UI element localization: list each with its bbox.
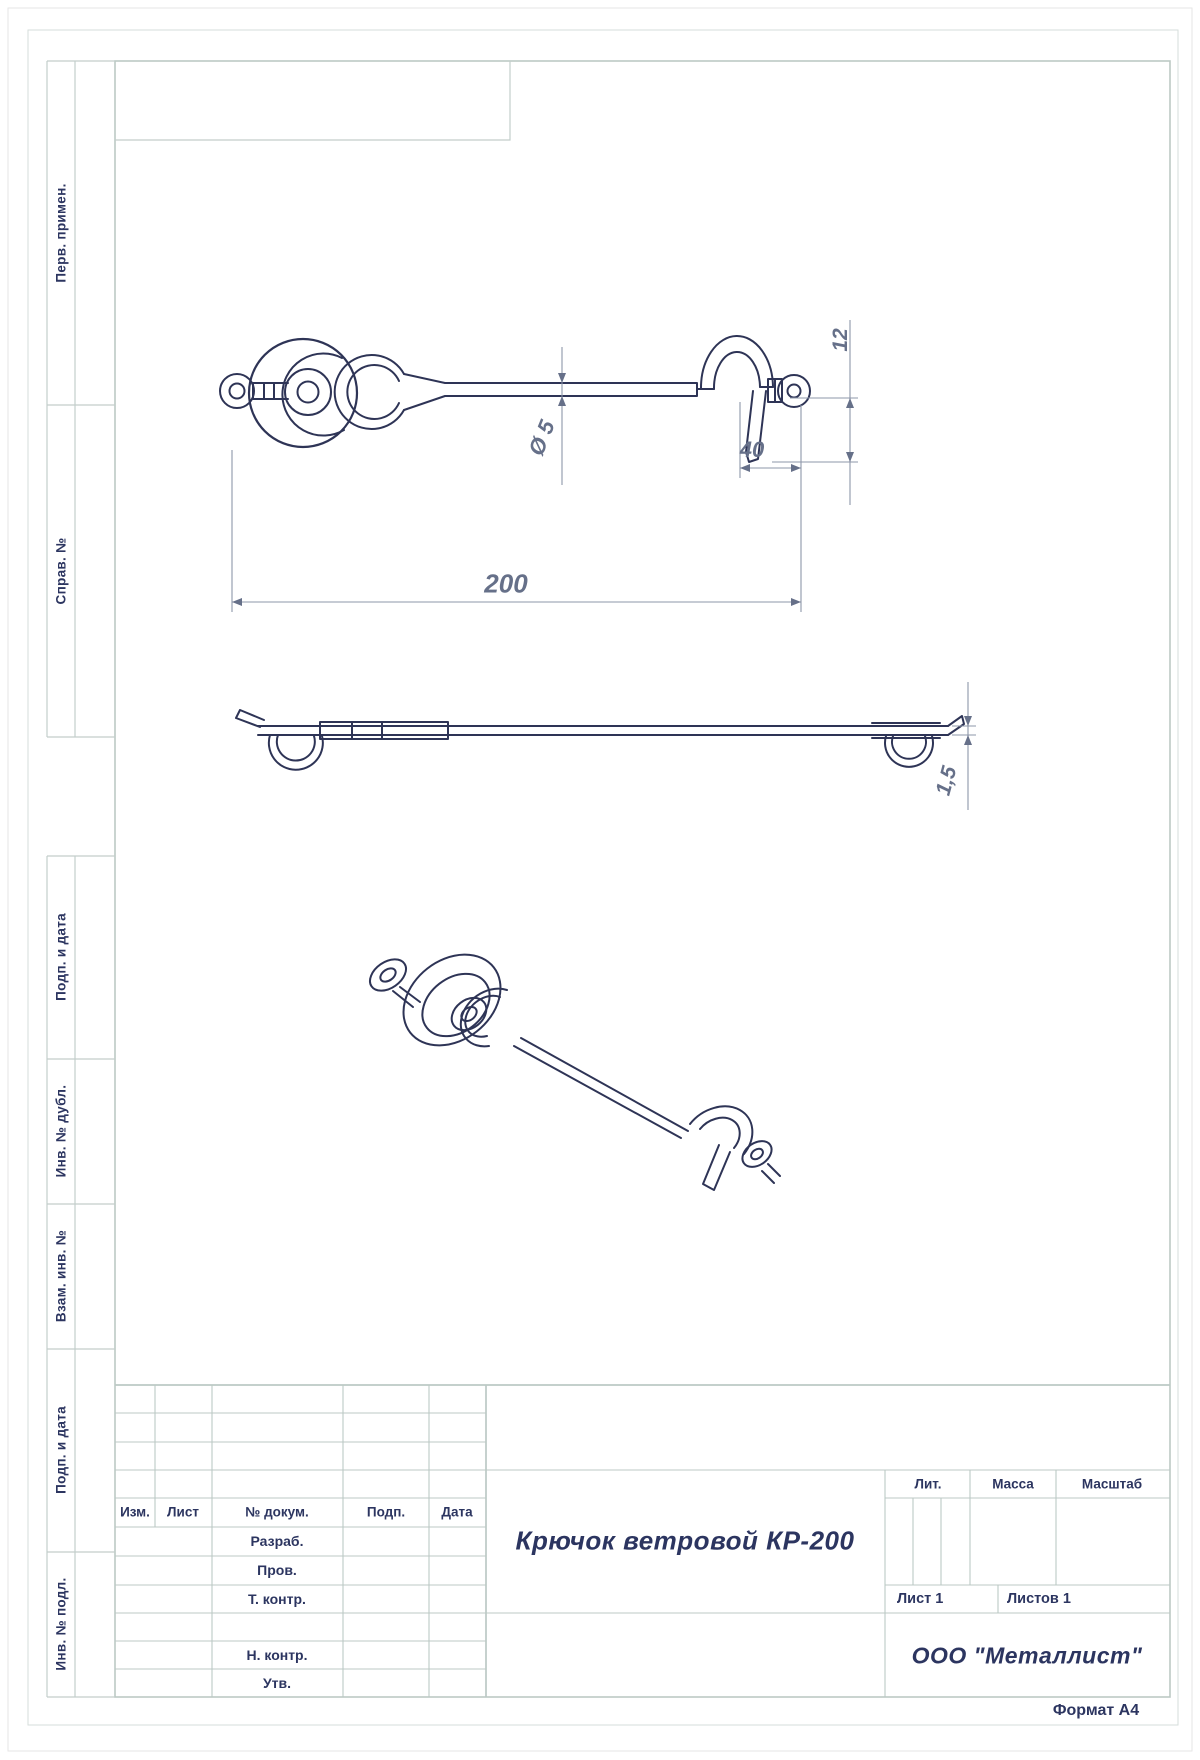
dimension-lines [232,320,976,810]
tb-header-izm: Изм. [120,1504,150,1520]
margin-label-vzam-inv: Взам. инв. № [53,1229,69,1323]
side-left-loop [269,735,323,770]
margin-label-podp-data-1: Подп. и дата [53,913,69,1001]
tb-role-utv: Утв. [262,1675,292,1691]
iso-catch [690,1106,752,1154]
tb-role-tkontr: Т. контр. [248,1591,306,1607]
tb-masshtab-label: Масштаб [1081,1476,1143,1492]
iso-rosette-plate [386,936,519,1064]
margin-label-perv-primen: Перв. примен. [53,183,69,283]
catch-arch [701,336,773,389]
tb-header-list: Лист [167,1504,199,1520]
dim-height-value: 12 [829,328,852,352]
company-name: ООО "Металлист" [911,1642,1143,1669]
tb-role-razrab: Разраб. [250,1533,304,1549]
dim-offset-value: 40 [739,437,765,462]
margin-label-inv-dubl: Инв. № дубл. [53,1084,69,1178]
tb-massa-label: Масса [992,1476,1034,1492]
dim-offset-line [740,402,801,612]
tb-sheet-number: Лист 1 [897,1591,944,1607]
tb-lit-label: Лит. [914,1476,942,1492]
designation-box [115,61,510,140]
side-right-loop [885,736,933,767]
side-bar [258,726,948,735]
view-front [220,336,810,462]
tb-header-doc: № докум. [245,1504,309,1520]
tb-role-prov: Пров. [257,1562,297,1578]
margin-label-inv-podl: Инв. № подл. [53,1577,69,1671]
view-side [236,710,964,770]
hook-rod [404,374,697,410]
tb-header-data: Дата [441,1504,473,1520]
dim-length-value: 200 [484,568,528,599]
format-note: Формат А4 [1052,1702,1140,1719]
view-isometric [364,936,780,1190]
tb-sheets-total: Листов 1 [1007,1591,1071,1607]
margin-label-podp-data-2: Подп. и дата [53,1406,69,1494]
iso-rod [514,1038,688,1138]
dim-diameter-value: Ø 5 [523,416,560,459]
dim-thickness-value: 1,5 [931,763,962,798]
margin-label-sprav-no: Справ. № [53,537,69,605]
tb-role-nkontr: Н. контр. [246,1647,308,1663]
tb-header-podp: Подп. [366,1504,406,1520]
drawing-title: Крючок ветровой КР-200 [515,1525,855,1556]
